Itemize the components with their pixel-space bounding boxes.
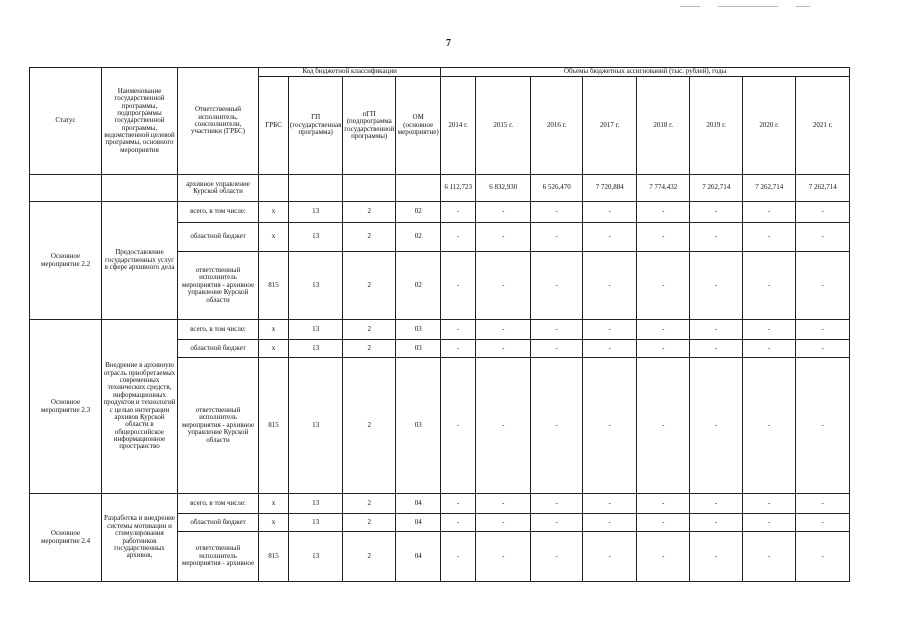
name-cell: Предоставление государственных услуг в сфере архивного дела [102, 202, 178, 320]
pgp-cell [343, 175, 396, 202]
executor-cell: всего, в том числе: [178, 202, 259, 223]
header-pgp: пГП (подпрограмма государственной программы) [343, 77, 396, 175]
table-row [30, 494, 850, 514]
header-year: 2019 г. [690, 77, 743, 175]
value-cell: - [637, 340, 690, 358]
grbs-cell: х [259, 514, 289, 532]
value-cell: - [531, 223, 583, 252]
grbs-cell: 815 [259, 252, 289, 320]
value-cell: - [690, 320, 743, 340]
executor-cell: архивное управление Курской области [178, 175, 259, 202]
value-cell: - [441, 252, 476, 320]
header-name: Наименование государственной программы, подпрограммы государственной программы, ведомственной целевой программы, основного мероприятия [102, 68, 178, 175]
value-cell: - [690, 340, 743, 358]
value-cell: - [441, 532, 476, 582]
value-cell: - [441, 223, 476, 252]
gp-cell: 13 [289, 358, 343, 494]
table-row [30, 202, 850, 223]
budget-table [29, 67, 850, 582]
value-cell: - [531, 320, 583, 340]
value-cell: - [796, 494, 850, 514]
value-cell: - [476, 514, 531, 532]
executor-cell: областной бюджет [178, 223, 259, 252]
header-volumes: Объемы бюджетных ассигнований (тыс. рублей), годы [441, 68, 850, 77]
header-gp: ГП (государственная программа) [289, 77, 343, 175]
om-cell: 02 [396, 223, 441, 252]
header-year: 2016 г. [531, 77, 583, 175]
om-cell: 03 [396, 320, 441, 340]
value-cell: - [583, 252, 637, 320]
value-cell: - [690, 532, 743, 582]
gp-cell: 13 [289, 532, 343, 582]
value-cell: - [690, 358, 743, 494]
pgp-cell: 2 [343, 320, 396, 340]
gp-cell: 13 [289, 340, 343, 358]
value-cell: - [690, 202, 743, 223]
header-status: Статус [30, 68, 102, 175]
value-cell: - [796, 358, 850, 494]
header-year: 2018 г. [637, 77, 690, 175]
executor-cell: ответственный исполнитель мероприятия - архивное [178, 532, 259, 582]
om-cell: 03 [396, 340, 441, 358]
value-cell: - [743, 340, 796, 358]
header-year: 2020 г. [743, 77, 796, 175]
value-cell: 7 262,714 [796, 175, 850, 202]
value-cell: - [583, 223, 637, 252]
value-cell: - [637, 202, 690, 223]
header-om: ОМ (основное мероприятие) [396, 77, 441, 175]
value-cell: - [690, 494, 743, 514]
value-cell: - [583, 494, 637, 514]
value-cell: 6 112,723 [441, 175, 476, 202]
header-executor: Ответственный исполнитель, соисполнители, участники (ГРБС) [178, 68, 259, 175]
value-cell: - [441, 358, 476, 494]
executor-cell: ответственный исполнитель мероприятия - архивное управление Курской области [178, 358, 259, 494]
value-cell: - [743, 532, 796, 582]
value-cell: - [583, 358, 637, 494]
grbs-cell: х [259, 223, 289, 252]
value-cell: - [531, 202, 583, 223]
value-cell: - [476, 252, 531, 320]
value-cell: - [476, 532, 531, 582]
value-cell: - [796, 340, 850, 358]
value-cell: - [796, 252, 850, 320]
pgp-cell: 2 [343, 223, 396, 252]
value-cell: - [441, 340, 476, 358]
gp-cell: 13 [289, 252, 343, 320]
value-cell: 6 526,470 [531, 175, 583, 202]
value-cell: 7 262,714 [743, 175, 796, 202]
header-year: 2021 г. [796, 77, 850, 175]
value-cell: - [583, 532, 637, 582]
value-cell: - [690, 252, 743, 320]
value-cell: - [441, 202, 476, 223]
gp-cell: 13 [289, 320, 343, 340]
value-cell: - [531, 532, 583, 582]
value-cell: - [637, 358, 690, 494]
grbs-cell: х [259, 494, 289, 514]
value-cell: - [637, 494, 690, 514]
value-cell: - [531, 514, 583, 532]
pgp-cell: 2 [343, 358, 396, 494]
value-cell: - [476, 223, 531, 252]
value-cell: - [476, 358, 531, 494]
pgp-cell: 2 [343, 340, 396, 358]
value-cell: 7 720,884 [583, 175, 637, 202]
value-cell: - [743, 494, 796, 514]
value-cell: 6 832,930 [476, 175, 531, 202]
value-cell: - [743, 252, 796, 320]
value-cell: - [743, 358, 796, 494]
executor-cell: областной бюджет [178, 340, 259, 358]
executor-cell: ответственный исполнитель мероприятия - архивное управление Курской области [178, 252, 259, 320]
value-cell: - [583, 320, 637, 340]
header-year: 2014 г. [441, 77, 476, 175]
value-cell: - [743, 223, 796, 252]
scan-mark [680, 6, 700, 7]
value-cell: - [637, 223, 690, 252]
pgp-cell: 2 [343, 514, 396, 532]
header-budget-code: Код бюджетной классификации [259, 68, 441, 77]
om-cell [396, 175, 441, 202]
om-cell: 04 [396, 532, 441, 582]
value-cell: - [441, 494, 476, 514]
executor-cell: областной бюджет [178, 514, 259, 532]
table-row [30, 175, 850, 202]
gp-cell: 13 [289, 514, 343, 532]
header-year: 2017 г. [583, 77, 637, 175]
value-cell: - [531, 340, 583, 358]
status-cell: Основное мероприятие 2.2 [30, 202, 102, 320]
value-cell: - [796, 514, 850, 532]
pgp-cell: 2 [343, 494, 396, 514]
page-number: 7 [446, 38, 451, 49]
value-cell: - [583, 514, 637, 532]
pgp-cell: 2 [343, 532, 396, 582]
gp-cell [289, 175, 343, 202]
scan-mark [796, 6, 810, 7]
value-cell: - [441, 514, 476, 532]
om-cell: 04 [396, 514, 441, 532]
grbs-cell: х [259, 320, 289, 340]
header-grbs: ГРБС [259, 77, 289, 175]
value-cell: - [743, 514, 796, 532]
name-cell: Разработка и внедрение системы мотивации и стимулирования работников государственных архивов, [102, 494, 178, 582]
value-cell: - [476, 320, 531, 340]
value-cell: 7 262,714 [690, 175, 743, 202]
grbs-cell [259, 175, 289, 202]
value-cell: - [637, 514, 690, 532]
status-cell [30, 175, 102, 202]
value-cell: - [476, 494, 531, 514]
name-cell: Внедрение в архивную отрасль приобретаемых современных технических средств, информационных продуктов и технологий с целью интеграции архивов Курской области в общероссийское информационное пространство [102, 320, 178, 494]
value-cell: - [583, 340, 637, 358]
executor-cell: всего, в том числе: [178, 494, 259, 514]
grbs-cell: х [259, 202, 289, 223]
value-cell: - [690, 514, 743, 532]
value-cell: - [476, 340, 531, 358]
gp-cell: 13 [289, 494, 343, 514]
gp-cell: 13 [289, 223, 343, 252]
value-cell: - [637, 320, 690, 340]
name-cell [102, 175, 178, 202]
value-cell: - [531, 494, 583, 514]
status-cell: Основное мероприятие 2.4 [30, 494, 102, 582]
om-cell: 02 [396, 252, 441, 320]
value-cell: - [583, 202, 637, 223]
value-cell: - [690, 223, 743, 252]
pgp-cell: 2 [343, 202, 396, 223]
value-cell: - [476, 202, 531, 223]
value-cell: 7 774,432 [637, 175, 690, 202]
executor-cell: всего, в том числе: [178, 320, 259, 340]
value-cell: - [796, 320, 850, 340]
value-cell: - [796, 223, 850, 252]
value-cell: - [637, 532, 690, 582]
grbs-cell: 815 [259, 532, 289, 582]
value-cell: - [531, 358, 583, 494]
scan-mark [718, 6, 778, 7]
om-cell: 04 [396, 494, 441, 514]
pgp-cell: 2 [343, 252, 396, 320]
value-cell: - [796, 202, 850, 223]
header-year: 2015 г. [476, 77, 531, 175]
gp-cell: 13 [289, 202, 343, 223]
status-cell: Основное мероприятие 2.3 [30, 320, 102, 494]
table-row [30, 320, 850, 340]
value-cell: - [531, 252, 583, 320]
grbs-cell: х [259, 340, 289, 358]
value-cell: - [796, 532, 850, 582]
om-cell: 02 [396, 202, 441, 223]
grbs-cell: 815 [259, 358, 289, 494]
value-cell: - [743, 202, 796, 223]
om-cell: 03 [396, 358, 441, 494]
value-cell: - [637, 252, 690, 320]
value-cell: - [743, 320, 796, 340]
value-cell: - [441, 320, 476, 340]
